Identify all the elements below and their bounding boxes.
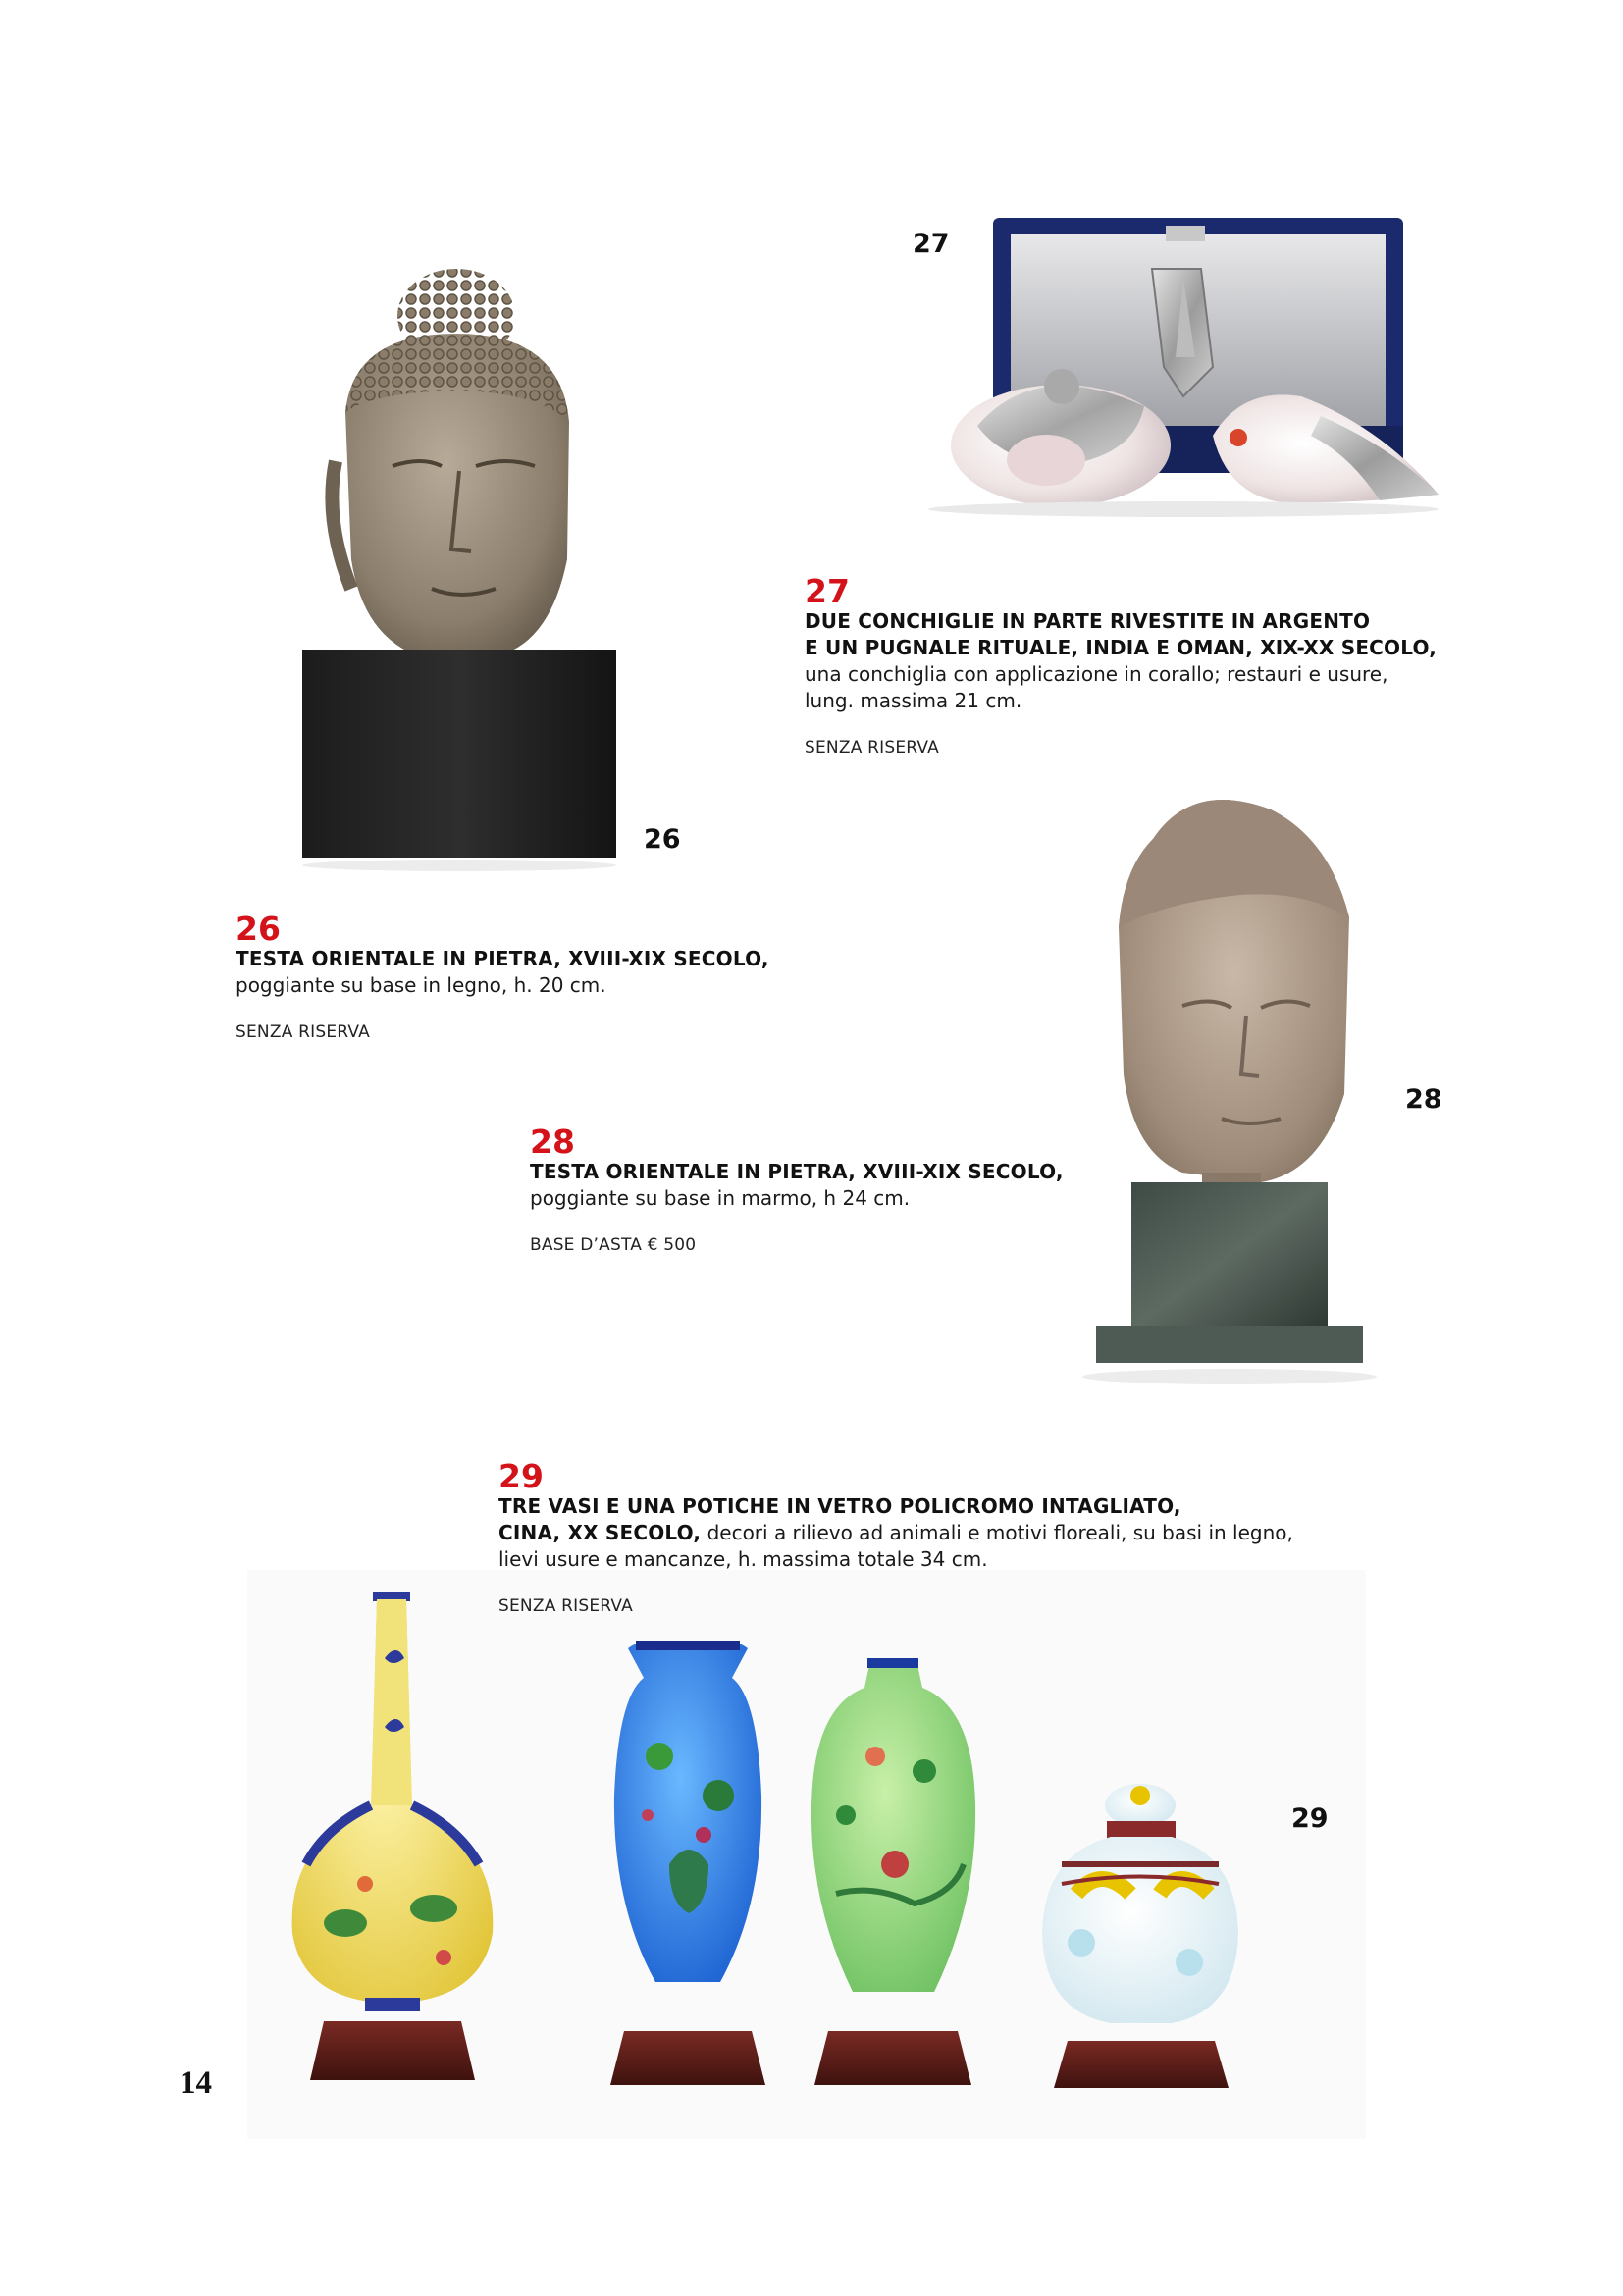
stone-head-marble-base-illustration <box>1074 780 1388 1393</box>
lot-description-line: una conchiglia con applicazione in corallo; restauri e usure, <box>805 662 1388 686</box>
lot-description-line: poggiante su base in marmo, h 24 cm. <box>530 1186 911 1210</box>
lot-29-entry <box>498 1457 1293 1616</box>
lot-number: 27 <box>805 572 850 610</box>
lot-title-line: TESTA ORIENTALE IN PIETRA, XVIII-XIX SECOLO, <box>530 1160 1064 1183</box>
lot-26-photo-label: 26 <box>644 824 681 855</box>
lot-title-tail: CINA, XX SECOLO, <box>498 1521 702 1544</box>
lot-28-image <box>1074 780 1388 1393</box>
lot-description-line: lung. massima 21 cm. <box>805 689 1022 712</box>
lot-title-line: TRE VASI E UNA POTICHE IN VETRO POLICROMO INTAGLIATO, <box>498 1494 1181 1518</box>
lot-description-line: lievi usure e mancanze, h. massima totale 34 cm. <box>498 1547 988 1571</box>
lot-27-entry <box>805 572 1438 757</box>
lot-description-inline: decori a rilievo ad animali e motivi floreali, su basi in legno, <box>701 1521 1293 1544</box>
lot-number: 26 <box>236 910 281 948</box>
lot-description-line: poggiante su base in legno, h. 20 cm. <box>236 973 606 997</box>
lot-26-entry <box>236 910 769 1042</box>
lot-28-entry <box>530 1122 1064 1255</box>
shells-dagger-box-illustration <box>889 210 1453 520</box>
lot-price: SENZA RISERVA <box>236 1022 370 1042</box>
lot-27-photo-label: 27 <box>913 229 950 259</box>
lot-title-line: E UN PUGNALE RITUALE, INDIA E OMAN, XIX-XX SECOLO, <box>805 636 1438 659</box>
lot-29-photo-label: 29 <box>1291 1803 1329 1834</box>
lot-title-line: TESTA ORIENTALE IN PIETRA, XVIII-XIX SECOLO, <box>236 947 769 970</box>
lot-price: BASE D’ASTA € 500 <box>530 1235 697 1255</box>
lot-27-image <box>889 210 1453 520</box>
stone-buddha-head-illustration <box>294 265 628 873</box>
lot-price: SENZA RISERVA <box>805 738 939 757</box>
lot-title-description-line <box>498 1520 1293 1546</box>
lot-28-photo-label: 28 <box>1405 1084 1442 1115</box>
page-number: 14 <box>180 2065 212 2101</box>
lot-title-line: DUE CONCHIGLIE IN PARTE RIVESTITE IN ARGENTO <box>805 609 1371 633</box>
glass-vessels-illustration <box>247 1570 1366 2139</box>
lot-price: SENZA RISERVA <box>498 1596 633 1616</box>
lot-26-image <box>294 265 628 873</box>
lot-29-image <box>247 1570 1366 2139</box>
lot-number: 28 <box>530 1122 575 1161</box>
lot-number: 29 <box>498 1457 544 1495</box>
